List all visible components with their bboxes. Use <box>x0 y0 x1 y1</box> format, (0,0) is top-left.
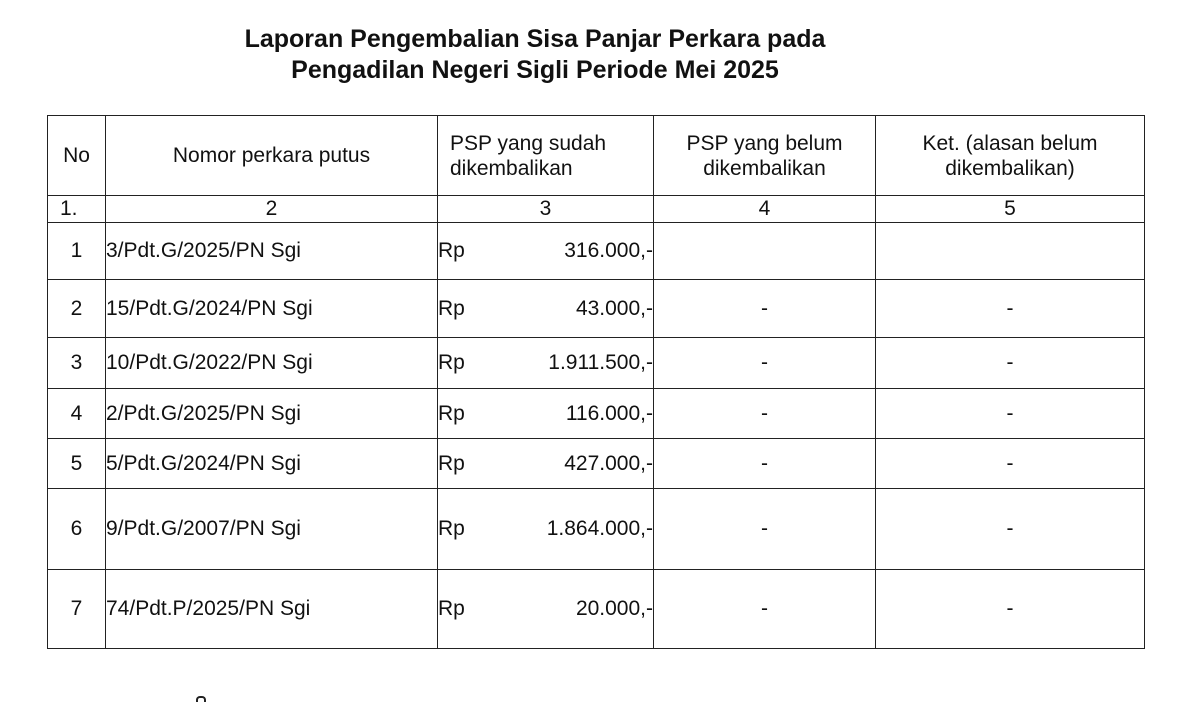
header-not-refunded <box>654 116 876 196</box>
refunded-amount-cell <box>438 280 654 338</box>
refunded-amount-cell <box>438 439 654 489</box>
refunded-amount: 427.000,- <box>564 451 653 475</box>
remarks-value: - <box>876 570 1145 649</box>
row-number: 2 <box>48 280 106 338</box>
header-no: No <box>48 116 106 196</box>
report-title-line-1: Laporan Pengembalian Sisa Panjar Perkara pada <box>244 25 826 53</box>
row-number: 5 <box>48 439 106 489</box>
currency-label: Rp <box>438 597 465 620</box>
table-row <box>48 223 1145 280</box>
case-number: 5/Pdt.G/2024/PN Sgi <box>106 439 438 489</box>
currency-label: Rp <box>438 401 465 425</box>
header-not-refunded-line-2: dikembalikan <box>703 156 826 180</box>
refunded-amount-cell <box>438 338 654 389</box>
not-refunded-value: - <box>654 489 876 570</box>
remarks-value <box>876 223 1145 280</box>
currency-label: Rp <box>438 239 465 262</box>
column-number: 4 <box>654 196 876 223</box>
remarks-value: - <box>876 280 1145 338</box>
remarks-value: - <box>876 389 1145 439</box>
row-number: 1 <box>48 223 106 280</box>
case-number: 10/Pdt.G/2022/PN Sgi <box>106 338 438 389</box>
table-row <box>48 489 1145 570</box>
header-remarks-line-2: dikembalikan) <box>945 156 1075 180</box>
refunded-amount: 316.000,- <box>564 239 653 262</box>
column-number: 3 <box>438 196 654 223</box>
header-case-number: Nomor perkara putus <box>106 116 438 196</box>
column-number: 2 <box>106 196 438 223</box>
case-number: 74/Pdt.P/2025/PN Sgi <box>106 570 438 649</box>
table-row <box>48 338 1145 389</box>
header-remarks <box>876 116 1145 196</box>
table-row <box>48 389 1145 439</box>
table-row <box>48 570 1145 649</box>
table-row <box>48 280 1145 338</box>
header-refunded-line-1: PSP yang sudah <box>450 131 607 155</box>
refunded-amount-cell <box>438 570 654 649</box>
refunded-amount: 20.000,- <box>575 597 653 620</box>
report-title-line-2: Pengadilan Negeri Sigli Periode Mei 2025 <box>291 56 779 84</box>
case-number: 9/Pdt.G/2007/PN Sgi <box>106 489 438 570</box>
refunded-amount: 116.000,- <box>565 401 653 425</box>
not-refunded-value: - <box>654 439 876 489</box>
not-refunded-value: - <box>654 280 876 338</box>
not-refunded-value: - <box>654 570 876 649</box>
refunded-amount-cell <box>438 489 654 570</box>
column-number: 5 <box>876 196 1145 223</box>
header-not-refunded-line-1: PSP yang belum <box>686 131 843 155</box>
table-row <box>48 439 1145 489</box>
header-remarks-line-1: Ket. (alasan belum <box>922 131 1098 155</box>
column-number-row <box>48 196 1145 223</box>
case-number: 3/Pdt.G/2025/PN Sgi <box>106 223 438 280</box>
case-number: 2/Pdt.G/2025/PN Sgi <box>106 389 438 439</box>
header-refunded <box>438 116 654 196</box>
currency-label: Rp <box>438 351 465 374</box>
refunded-amount: 43.000,- <box>575 296 653 320</box>
currency-label: Rp <box>438 451 465 475</box>
row-number: 7 <box>48 570 106 649</box>
not-refunded-value: - <box>654 338 876 389</box>
refund-report-table <box>47 115 1145 649</box>
case-number: 15/Pdt.G/2024/PN Sgi <box>106 280 438 338</box>
not-refunded-value: - <box>654 389 876 439</box>
refunded-amount: 1.864.000,- <box>546 517 653 540</box>
row-number: 3 <box>48 338 106 389</box>
remarks-value: - <box>876 489 1145 570</box>
currency-label: Rp <box>438 517 465 540</box>
header-refunded-line-2: dikembalikan <box>450 156 573 180</box>
table-header-row <box>48 116 1145 196</box>
remarks-value: - <box>876 439 1145 489</box>
cropped-text-fragment <box>196 696 206 702</box>
refunded-amount-cell <box>438 389 654 439</box>
refunded-amount-cell <box>438 223 654 280</box>
currency-label: Rp <box>438 296 465 320</box>
not-refunded-value <box>654 223 876 280</box>
remarks-value: - <box>876 338 1145 389</box>
row-number: 4 <box>48 389 106 439</box>
row-number: 6 <box>48 489 106 570</box>
column-number: 1. <box>48 196 106 223</box>
refunded-amount: 1.911.500,- <box>548 351 653 374</box>
